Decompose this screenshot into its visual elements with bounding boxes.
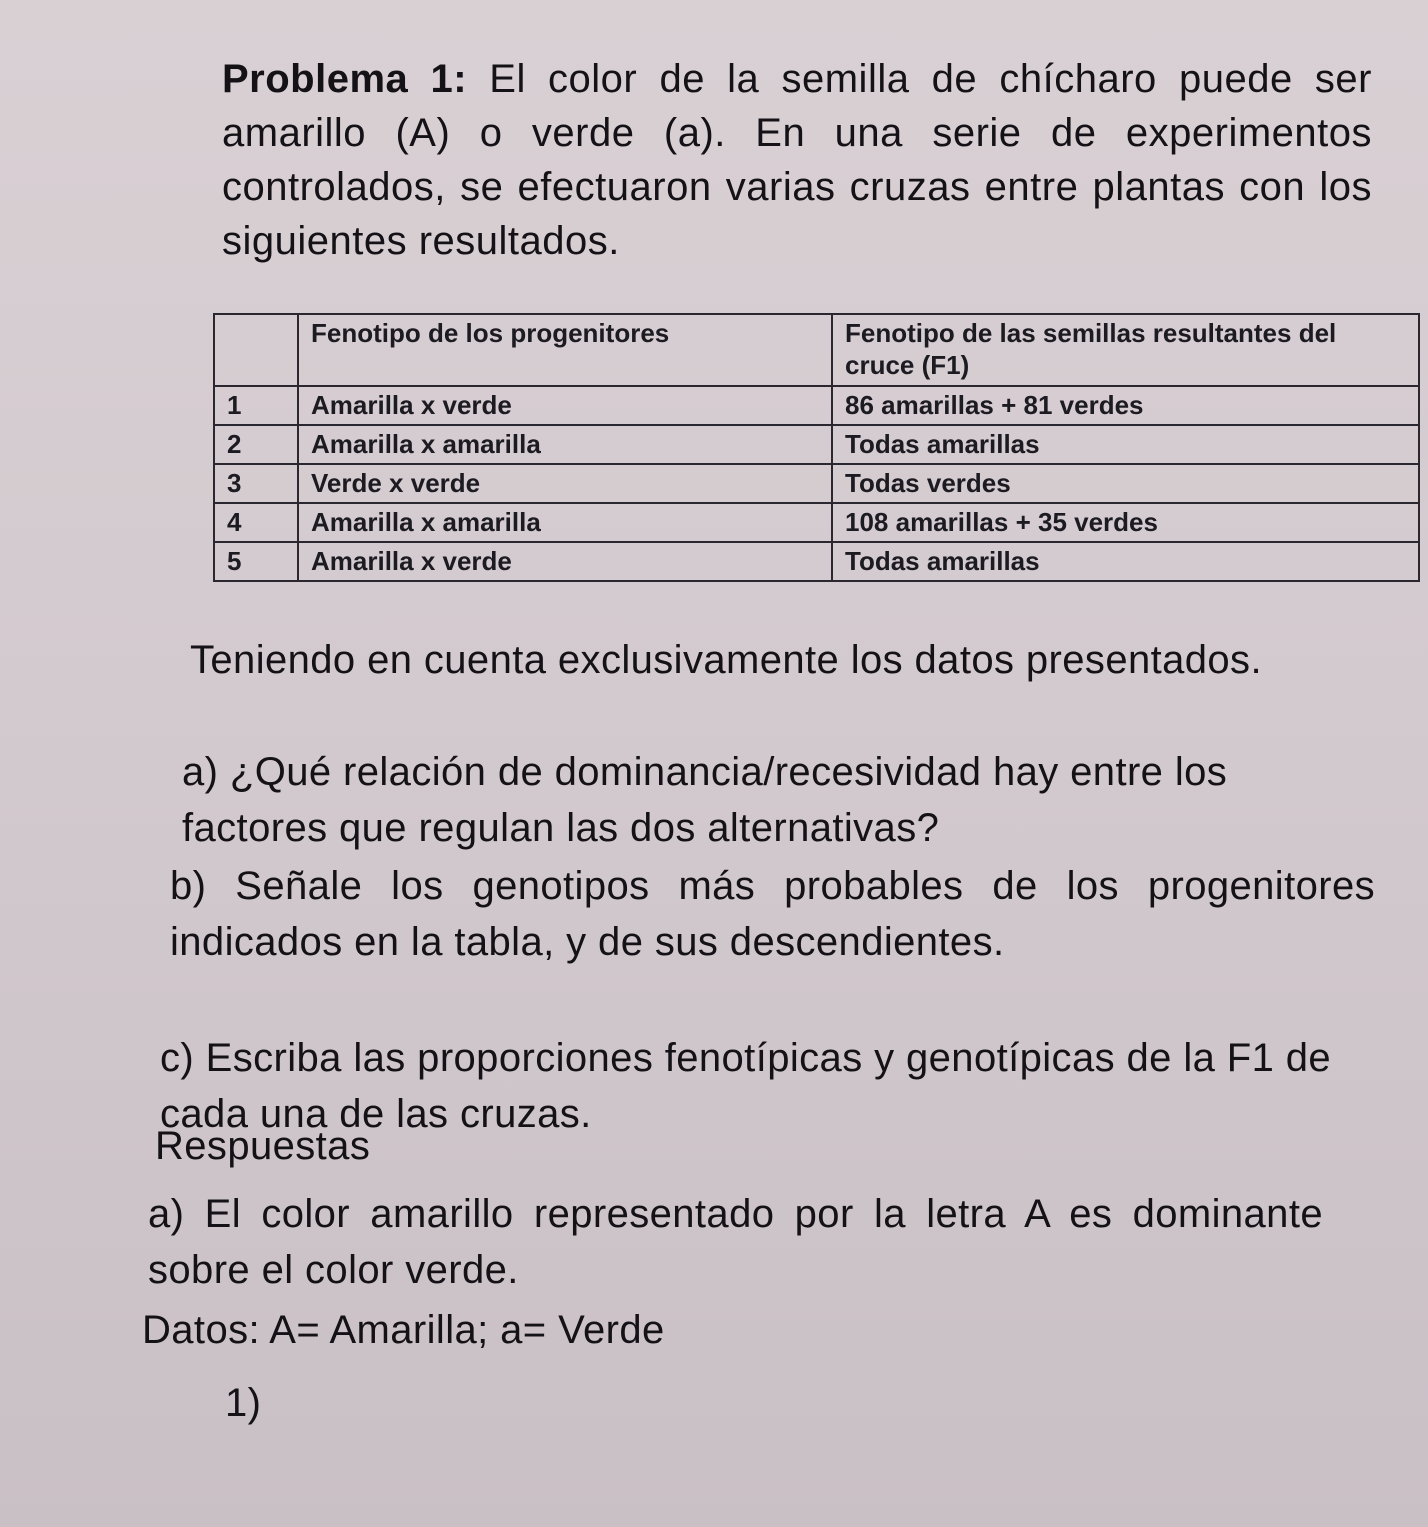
row-number: 4 [214, 503, 298, 542]
answers-heading: Respuestas [155, 1124, 371, 1168]
question-c: c) Escriba las proporciones fenotípicas y genotípicas de la F1 de cada una de las cruzas. [160, 1036, 1332, 1136]
header-number [214, 314, 298, 386]
row-parents: Amarilla x amarilla [298, 425, 832, 464]
row-number: 3 [214, 464, 298, 503]
table-row [214, 464, 1419, 503]
row-number: 2 [214, 425, 298, 464]
table-row [214, 503, 1419, 542]
answer-datos: Datos: A= Amarilla; a= Verde [142, 1308, 665, 1352]
problem-statement [222, 52, 1372, 268]
table-row [214, 425, 1419, 464]
question-b: b) Señale los genotipos más probables de los progenitores indicados en la tabla, y de sus descendientes. [170, 864, 1375, 964]
answer-a: a) El color amarillo representado por la letra A es dominante sobre el color verde. [148, 1192, 1323, 1292]
row-offspring: Todas verdes [832, 464, 1419, 503]
answer-item-number: 1) [225, 1381, 262, 1425]
table-row [214, 386, 1419, 425]
table-header-row [214, 314, 1419, 386]
row-parents: Verde x verde [298, 464, 832, 503]
row-parents: Amarilla x amarilla [298, 503, 832, 542]
header-offspring: Fenotipo de las semillas resultantes del cruce (F1) [832, 314, 1419, 386]
problem-text: El color de la semilla de chícharo puede ser amarillo (A) o verde (a). En una serie de experimentos controlados, se efectuaron varias cruzas entre plantas con los siguientes resultados. [222, 57, 1372, 263]
row-number: 1 [214, 386, 298, 425]
instructions-paragraph: Teniendo en cuenta exclusivamente los datos presentados. [190, 638, 1262, 682]
table-row [214, 542, 1419, 581]
row-offspring: 108 amarillas + 35 verdes [832, 503, 1419, 542]
problem-label: Problema 1: [222, 57, 468, 101]
row-parents: Amarilla x verde [298, 542, 832, 581]
row-offspring: Todas amarillas [832, 542, 1419, 581]
row-offspring: Todas amarillas [832, 425, 1419, 464]
crosses-table [213, 313, 1420, 582]
row-parents: Amarilla x verde [298, 386, 832, 425]
row-offspring: 86 amarillas + 81 verdes [832, 386, 1419, 425]
question-a: a) ¿Qué relación de dominancia/recesividad hay entre los factores que regulan las dos alternativas? [182, 750, 1228, 850]
header-parents: Fenotipo de los progenitores [298, 314, 832, 386]
row-number: 5 [214, 542, 298, 581]
